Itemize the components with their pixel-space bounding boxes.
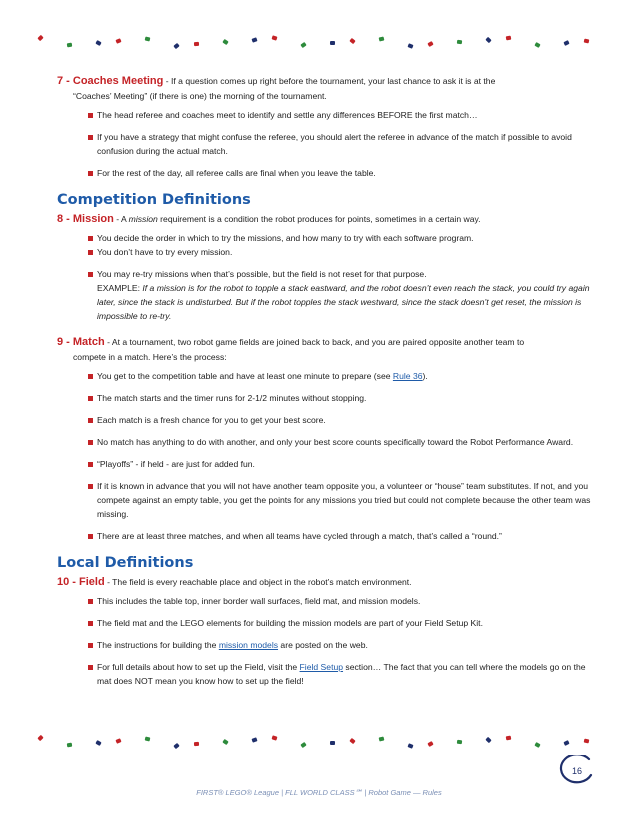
list-item: [88, 638, 597, 652]
rule-8-post: requirement is a condition the robot produces for points, sometimes in a certain way.: [157, 214, 481, 224]
confetti-piece: [584, 39, 590, 44]
confetti-piece: [506, 736, 512, 741]
confetti-piece: [300, 42, 306, 48]
confetti-piece: [427, 41, 433, 47]
example-text: If a mission is for the robot to topple a stack eastward, and the robot doesn’t even reach the stack, you could try again later, since the stack is undisturbed. But if the robot topples the stack westward, since the stack doesn’t get reset, the mission is impossible to re-try.: [97, 283, 590, 321]
list-item: [88, 369, 597, 383]
rule-9: [57, 335, 597, 350]
confetti-piece: [407, 743, 413, 749]
confetti-piece: [222, 39, 228, 45]
example-label: EXAMPLE:: [97, 283, 143, 293]
field-setup-link[interactable]: Field Setup: [299, 662, 344, 672]
confetti-border-bottom: [0, 736, 638, 756]
bullet-text: You may re-try missions when that’s possible, but the field is not reset for that purpose.: [97, 269, 427, 279]
list-item: There are at least three matches, and when all teams have cycled through a match, that’s called a “round.”: [88, 529, 597, 543]
confetti-piece: [485, 737, 491, 743]
confetti-piece: [584, 739, 590, 744]
page-number: 16: [571, 766, 582, 776]
list-item: You don’t have to try every mission.: [88, 245, 597, 259]
confetti-piece: [145, 36, 151, 41]
confetti-piece: [457, 740, 462, 745]
confetti-piece: [330, 741, 335, 745]
rule-9-continuation: compete in a match. Here’s the process:: [73, 352, 227, 362]
section-heading-competition: Competition Definitions: [57, 192, 251, 208]
rule-7-bullets: [57, 108, 597, 180]
confetti-piece: [457, 40, 462, 45]
mission-models-link[interactable]: mission models: [218, 640, 279, 650]
confetti-piece: [427, 741, 433, 747]
confetti-piece: [95, 40, 101, 46]
confetti-piece: [330, 41, 335, 45]
list-item: The field mat and the LEGO elements for building the mission models are part of your Field Setup Kit.: [88, 616, 597, 630]
rule-36-link[interactable]: Rule 36: [392, 371, 423, 381]
rule-10-number: 10 - Field: [57, 576, 105, 588]
rule-8-italic: mission: [128, 214, 158, 224]
confetti-border-top: [0, 36, 638, 56]
bullet-text: The instructions for building the: [97, 640, 219, 650]
rule-8-number: 8 - Mission: [57, 213, 114, 225]
confetti-piece: [115, 38, 121, 44]
confetti-piece: [173, 43, 179, 49]
list-item: No match has anything to do with another, and only your best score counts specifically toward the Robot Performance Award.: [88, 435, 597, 449]
list-item: [88, 660, 597, 688]
confetti-piece: [300, 742, 306, 748]
confetti-piece: [145, 736, 151, 741]
rule-7-number: 7 - Coaches Meeting: [57, 75, 164, 87]
section-heading-local: Local Definitions: [57, 555, 194, 571]
list-item: This includes the table top, inner border wall surfaces, field mat, and mission models.: [88, 594, 597, 608]
bullet-text: For full details about how to set up the Field, visit the: [97, 662, 300, 672]
confetti-piece: [272, 735, 278, 740]
confetti-piece: [379, 736, 385, 741]
confetti-piece: [563, 40, 569, 46]
rule-10: [57, 575, 597, 590]
confetti-piece: [349, 738, 355, 744]
page-footer: FIRST® LEGO® League | FLL WORLD CLASS℠ | Robot Game — Rules: [196, 788, 442, 797]
list-item: Each match is a fresh chance for you to get your best score.: [88, 413, 597, 427]
bullet-text: are posted on the web.: [278, 640, 368, 650]
confetti-piece: [173, 743, 179, 749]
rule-8-bullets: [57, 231, 597, 323]
confetti-piece: [67, 43, 73, 48]
page-number-badge: [559, 755, 595, 787]
confetti-piece: [349, 38, 355, 44]
list-item: [88, 267, 597, 323]
page-content: [57, 74, 597, 688]
rule-8: [57, 212, 597, 227]
confetti-piece: [485, 37, 491, 43]
list-item: If it is known in advance that you will not have another team opposite you, a volunteer or “house” team substitutes. If not, and you compete against an empty table, you get the points for any missions you tried but could not complete because the other team was missing.: [88, 479, 597, 521]
list-item: The match starts and the timer runs for 2-1/2 minutes without stopping.: [88, 391, 597, 405]
confetti-piece: [194, 742, 199, 746]
list-item: The head referee and coaches meet to identify and settle any differences BEFORE the first match…: [88, 108, 597, 122]
confetti-piece: [115, 738, 121, 744]
bullet-text: ).: [422, 371, 428, 381]
confetti-piece: [272, 35, 278, 40]
confetti-piece: [251, 37, 257, 42]
rule-9-text: - At a tournament, two robot game fields are joined back to back, and you are paired opposite another team to: [104, 337, 525, 347]
confetti-piece: [534, 742, 540, 748]
confetti-piece: [194, 42, 199, 46]
confetti-piece: [506, 36, 512, 41]
rule-10-text: - The field is every reachable place and object in the robot’s match environment.: [104, 577, 412, 587]
list-item: You decide the order in which to try the missions, and how many to try with each software program.: [88, 231, 597, 245]
confetti-piece: [251, 737, 257, 742]
list-item: If you have a strategy that might confuse the referee, you should alert the referee in advance of the match if possible to avoid confusion during the actual match.: [88, 130, 597, 158]
rule-8-pre: - A: [113, 214, 129, 224]
confetti-piece: [222, 739, 228, 745]
rule-7-text: - If a question comes up right before the tournament, your last chance to ask it is at the: [163, 76, 496, 86]
confetti-piece: [95, 740, 101, 746]
confetti-piece: [37, 35, 43, 41]
rule-9-bullets: [57, 369, 597, 543]
confetti-piece: [407, 43, 413, 49]
confetti-piece: [534, 42, 540, 48]
rule-10-bullets: [57, 594, 597, 688]
confetti-piece: [37, 735, 43, 741]
list-item: For the rest of the day, all referee calls are final when you leave the table.: [88, 166, 597, 180]
rule-7-continuation: “Coaches’ Meeting” (if there is one) the morning of the tournament.: [73, 91, 327, 101]
rule-7: [57, 74, 597, 89]
confetti-piece: [67, 743, 73, 748]
list-item: “Playoffs” - if held - are just for added fun.: [88, 457, 597, 471]
bullet-text: You get to the competition table and have at least one minute to prepare (see: [97, 371, 393, 381]
bullet-text: section… The fact that you can tell where the models go on the mat does NOT mean you know how to set up the field!: [97, 662, 586, 686]
rule-9-number: 9 - Match: [57, 336, 105, 348]
confetti-piece: [563, 740, 569, 746]
confetti-piece: [379, 36, 385, 41]
